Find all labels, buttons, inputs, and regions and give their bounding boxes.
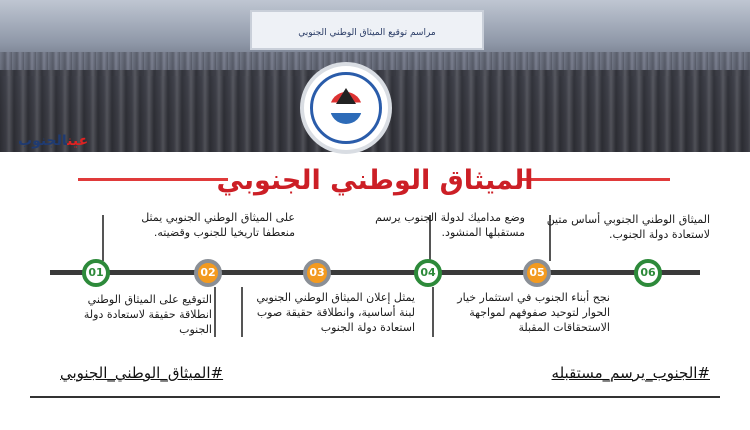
connector-01	[214, 287, 216, 337]
timeline-text-04: وضع مداميك لدولة الجنوب يرسم مستقبلها المنشود.	[375, 211, 525, 239]
timeline-line	[50, 270, 700, 275]
connector-05	[432, 287, 434, 337]
timeline-text-02: على الميثاق الوطني الجنوبي يمثل منعطفا تاريخيا للجنوب وقضيته.	[141, 211, 295, 239]
hashtag-left[interactable]: #الميثاق_الوطني_الجنوبي	[60, 364, 224, 382]
page-title: الميثاق الوطني الجنوبي	[216, 165, 534, 196]
timeline-node-01: 01	[82, 259, 110, 287]
emblem-triangle	[336, 88, 356, 104]
footer-divider	[30, 396, 720, 398]
timeline-text-05: نجح أبناء الجنوب في استثمار خيار الحوار لتوحيد صفوفهم لمواجهة الاستحقاقات المقبلة	[457, 291, 610, 334]
timeline-node-06: 06	[634, 259, 662, 287]
logo-main: عين	[67, 133, 89, 149]
stage-banner	[250, 10, 484, 50]
site-logo	[18, 133, 88, 155]
timeline-node-02: 02	[194, 259, 222, 287]
stage-banner-text: مراسم توقيع الميثاق الوطني الجنوبي	[298, 28, 436, 38]
timeline-node-03: 03	[303, 259, 331, 287]
timeline-text-03: يمثل إعلان الميثاق الوطني الجنوبي لبنة أساسية، وانطلاقة حقيقة صوب استعادة دولة الجنوب	[256, 291, 415, 334]
logo-sub: الجنوب	[18, 133, 68, 149]
timeline-text-06: الميثاق الوطني الجنوبي أساس متين لاستعادة دولة الجنوب.	[546, 213, 710, 241]
dialogue-emblem	[300, 62, 392, 154]
hashtag-right[interactable]: #الجنوب_يرسم_مستقبله	[551, 364, 710, 382]
timeline-text-01: التوقيع على الميثاق الوطني انطلاقة حقيقة لاستعادة دولة الجنوب	[83, 293, 212, 336]
timeline-node-04: 04	[414, 259, 442, 287]
timeline-node-05: 05	[523, 259, 551, 287]
connector-02	[102, 215, 104, 261]
